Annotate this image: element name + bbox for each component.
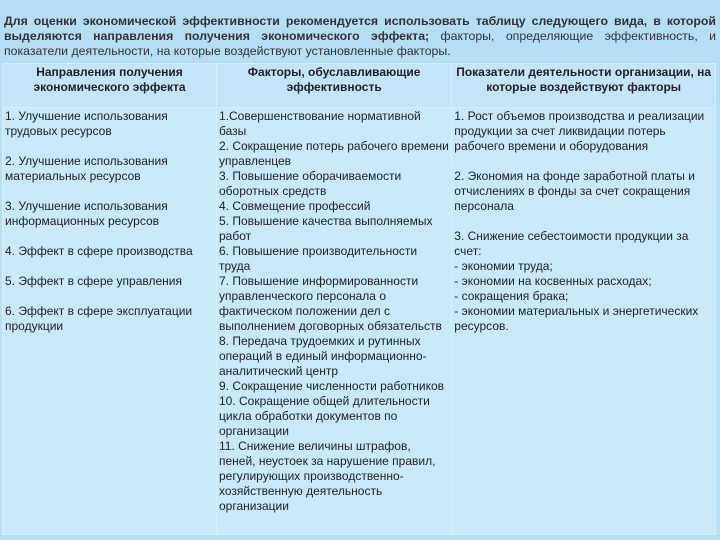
factor-item: 8. Передача трудоемких и рутинных операций в единый информационно-аналитический центр bbox=[219, 334, 427, 378]
indicator-item: 2. Экономия на фонде заработной платы и отчислениях в фонды за счет сокращения персонала bbox=[454, 169, 695, 213]
indicator-item: 1. Рост объемов производства и реализации продукции за счет ликвидации потерь рабочего времени и оборудования bbox=[454, 109, 705, 153]
direction-item: 4. Эффект в сфере производства bbox=[5, 244, 193, 258]
intro-lead: Для оценки экономической эффективности рекомендуется использовать таблицу следующего вида, в которой выделяются направления получения экономического эффекта; bbox=[4, 14, 716, 43]
direction-item: 3. Улучшение использования информационных ресурсов bbox=[5, 199, 168, 228]
intro-rest: факторы, определяющие эффективность, и показатели деятельности, на которые воздействуют установленные факторы. bbox=[4, 29, 716, 58]
directions-cell bbox=[3, 108, 217, 535]
factor-item: 6. Повышение производительности труда bbox=[219, 244, 418, 273]
header-factors: Факторы, обуславливающие эффективность bbox=[217, 64, 452, 108]
intro-paragraph bbox=[4, 14, 716, 59]
factor-item: 5. Повышение качества выполняемых работ bbox=[219, 214, 433, 243]
header-directions: Направления получения экономического эффекта bbox=[3, 64, 217, 108]
factor-item: 4. Совмещение профессий bbox=[219, 199, 371, 213]
direction-item: 5. Эффект в сфере управления bbox=[5, 274, 182, 288]
efficiency-table bbox=[2, 63, 716, 535]
header-indicators: Показатели деятельности организации, на которые воздействуют факторы bbox=[452, 64, 716, 108]
factor-item: 3. Повышение оборачиваемости оборотных средств bbox=[219, 169, 402, 198]
factor-item: 10. Сокращение общей длительности цикла обработки документов по организации bbox=[219, 394, 430, 438]
direction-item: 2. Улучшение использования материальных ресурсов bbox=[5, 154, 168, 183]
factor-item: 1.Совершенствование нормативной базы bbox=[219, 109, 421, 138]
table-row bbox=[3, 108, 716, 535]
factors-cell bbox=[217, 108, 452, 535]
factor-item: 9. Сокращение численности работников bbox=[219, 379, 445, 393]
factor-item: 11. Снижение величины штрафов, пеней, неустоек за нарушение правил, регулирующих производственно-хозяйственную деятельность организации bbox=[219, 439, 436, 513]
direction-item: 1. Улучшение использования трудовых ресурсов bbox=[5, 109, 168, 138]
savings-item: - экономии материальных и энергетических ресурсов. bbox=[454, 304, 699, 333]
factor-item: 2. Сокращение потерь рабочего времени управленцев bbox=[219, 139, 449, 168]
direction-item: 6. Эффект в сфере эксплуатации продукции bbox=[5, 304, 193, 333]
table-header-row bbox=[3, 64, 716, 108]
indicators-cell bbox=[452, 108, 716, 535]
savings-item: - сокращения брака; bbox=[454, 289, 569, 303]
indicator-item: 3. Снижение себестоимости продукции за счет: bbox=[454, 229, 689, 258]
factor-item: 7. Повышение информированности управленческого персонала о фактическом положении дел с выполнением договорных обязательств bbox=[219, 274, 442, 333]
savings-item: - экономии на косвенных расходах; bbox=[454, 274, 652, 288]
savings-item: - экономии труда; bbox=[454, 259, 553, 273]
